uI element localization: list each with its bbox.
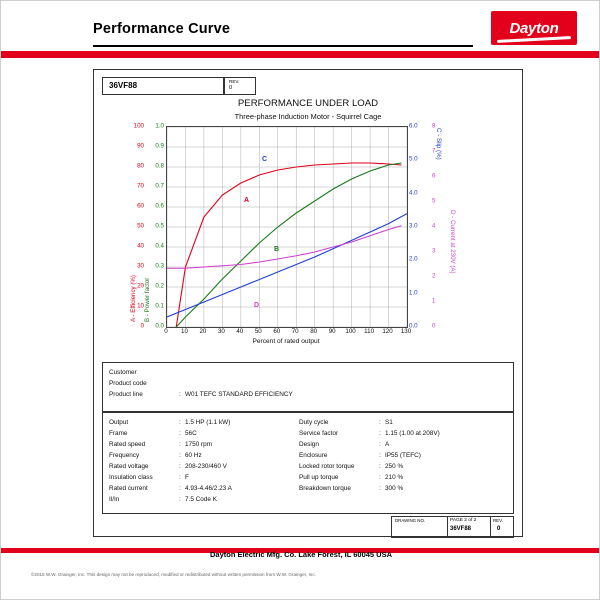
spec-value: W01 TEFC STANDARD EFFICIENCY xyxy=(185,391,293,398)
spec-value: F xyxy=(185,474,189,481)
spec-label: Duty cycle xyxy=(299,419,329,426)
x-tick-label: 130 xyxy=(400,328,412,335)
spec-value: 208-230/460 V xyxy=(185,463,227,470)
current-tick-label: 0 xyxy=(432,322,436,330)
spec-label: Rated voltage xyxy=(109,463,149,470)
revision-box xyxy=(224,77,256,95)
efficiency-tick-label: 80 xyxy=(137,162,144,170)
x-tick-label: 100 xyxy=(345,328,356,335)
spec-value: 4.93-4.46/2.23 A xyxy=(185,485,232,492)
plot-svg xyxy=(167,127,407,327)
plot-area xyxy=(166,126,406,326)
curve-power_factor xyxy=(176,163,401,327)
page-indicator: PAGE 2 of 2 xyxy=(450,518,477,523)
spec-label: Enclosure xyxy=(299,452,328,459)
footer-company: Dayton Electric Mfg. Co. Lake Forest, IL 60045 USA xyxy=(210,550,392,559)
spec-label: Rated speed xyxy=(109,441,146,448)
spec-label: Rated current xyxy=(109,485,148,492)
chart-title: PERFORMANCE UNDER LOAD xyxy=(237,98,379,109)
model-number: 36VF88 xyxy=(109,81,138,90)
power_factor-tick-label: 0.6 xyxy=(155,202,164,210)
spec-value: 60 Hz xyxy=(185,452,202,459)
spec-separator: : xyxy=(179,441,181,448)
spec-separator: : xyxy=(379,485,381,492)
spec-label: Product line xyxy=(109,391,143,398)
spec-separator: : xyxy=(179,474,181,481)
current-tick-label: 1 xyxy=(432,297,436,305)
efficiency-tick-label: 10 xyxy=(137,302,144,310)
dayton-logo xyxy=(491,11,577,45)
chart-subtitle: Three-phase Induction Motor - Squirrel Cage xyxy=(234,112,382,121)
drawing-no-label: DRAWING NO. xyxy=(395,518,426,523)
spec-value: S1 xyxy=(385,419,393,426)
slip-tick-label: 5.0 xyxy=(409,155,418,163)
spec-value: 1750 rpm xyxy=(185,441,212,448)
x-tick-label: 40 xyxy=(236,328,244,335)
spec-value: 250 % xyxy=(385,463,404,470)
current-tick-label: 8 xyxy=(432,122,436,130)
power_factor-tick-label: 0.0 xyxy=(155,322,164,330)
slip-tick-label: 0.0 xyxy=(409,322,418,330)
spec-separator: : xyxy=(379,441,381,448)
current-tick-label: 7 xyxy=(432,147,436,155)
current-tick-label: 6 xyxy=(432,172,436,180)
drawing-frame xyxy=(93,69,523,537)
power_factor-tick-label: 0.8 xyxy=(155,162,164,170)
spec-separator: : xyxy=(179,463,181,470)
power_factor-tick-label: 0.1 xyxy=(155,302,164,310)
efficiency-tick-label: 70 xyxy=(137,182,144,190)
drawing-number: 36VF88 xyxy=(450,526,472,532)
drawing-block xyxy=(391,516,514,538)
spec-label: Frequency xyxy=(109,452,140,459)
efficiency-tick-label: 30 xyxy=(137,262,144,270)
spec-separator: : xyxy=(379,419,381,426)
x-tick-label: 10 xyxy=(181,328,188,335)
x-tick-label: 80 xyxy=(310,328,318,335)
spec-separator: : xyxy=(179,391,181,398)
x-tick-label: 70 xyxy=(291,328,299,335)
x-tick-label: 110 xyxy=(364,328,375,335)
efficiency-tick-label: 0 xyxy=(140,322,144,330)
drawing-divider-2 xyxy=(490,517,491,537)
efficiency-tick-label: 100 xyxy=(133,122,144,130)
x-tick-label: 0 xyxy=(164,328,168,335)
spec-separator: : xyxy=(179,419,181,426)
current-tick-label: 4 xyxy=(432,222,436,230)
slip-tick-label: 3.0 xyxy=(409,222,418,230)
power_factor-tick-label: 0.5 xyxy=(155,222,164,230)
logo-text: Dayton xyxy=(509,19,559,37)
curve-efficiency xyxy=(176,163,401,327)
spec-label: Product code xyxy=(109,380,147,387)
spec-value: 1.15 (1.00 at 208V) xyxy=(385,430,440,437)
axis-title-powerfactor: B - Power factor xyxy=(144,277,151,322)
spec-label: Pull up torque xyxy=(299,474,339,481)
drawing-rev-label: REV. xyxy=(493,518,503,523)
spec-separator: : xyxy=(379,463,381,470)
title-underline xyxy=(93,45,473,47)
power_factor-tick-label: 0.3 xyxy=(155,262,164,270)
power_factor-tick-label: 0.7 xyxy=(155,182,164,190)
spec-label: Customer xyxy=(109,369,137,376)
axis-title-slip: C - Slip (%) xyxy=(435,128,442,160)
efficiency-tick-label: 20 xyxy=(137,282,144,290)
model-box xyxy=(102,77,224,95)
current-tick-label: 2 xyxy=(432,272,436,280)
curve-label-b: B xyxy=(274,246,280,253)
spec-label: Il/In xyxy=(109,496,120,503)
curve-slip xyxy=(167,214,407,317)
curve-label-c: C xyxy=(262,156,268,163)
x-tick-label: 20 xyxy=(199,328,207,335)
slip-tick-label: 4.0 xyxy=(409,189,418,197)
current-tick-label: 5 xyxy=(432,197,436,205)
spec-label: Design xyxy=(299,441,319,448)
revision-value: 0 xyxy=(229,85,233,91)
axis-title-efficiency: A - Efficiency (%) xyxy=(130,275,137,322)
drawing-divider-1 xyxy=(447,517,448,537)
plot-canvas xyxy=(166,126,408,328)
spec-separator: : xyxy=(379,430,381,437)
spec-value: 1.5 HP (1.1 kW) xyxy=(185,419,231,426)
power_factor-tick-label: 0.9 xyxy=(155,142,164,150)
power_factor-tick-label: 0.4 xyxy=(155,242,164,250)
efficiency-tick-label: 60 xyxy=(137,202,144,210)
spec-label: Insulation class xyxy=(109,474,153,481)
spec-value: A xyxy=(385,441,390,448)
revision-label: REV. xyxy=(229,79,240,84)
x-tick-label: 60 xyxy=(273,328,281,335)
efficiency-tick-label: 90 xyxy=(137,142,144,150)
spec-separator: : xyxy=(179,496,181,503)
x-tick-label: 120 xyxy=(382,328,393,335)
spec-separator: : xyxy=(179,485,181,492)
page-title: Performance Curve xyxy=(93,21,231,37)
curve-label-d: D xyxy=(254,302,260,309)
slip-tick-label: 2.0 xyxy=(409,255,418,263)
x-tick-label: 90 xyxy=(328,328,336,335)
x-axis-label: Percent of rated output xyxy=(252,338,320,345)
efficiency-tick-label: 40 xyxy=(137,242,144,250)
power_factor-tick-label: 1.0 xyxy=(155,122,164,130)
spec-label: Locked rotor torque xyxy=(299,463,355,470)
spec-value: IP55 (TEFC) xyxy=(385,452,421,459)
spec-label: Service factor xyxy=(299,430,339,437)
spec-separator: : xyxy=(379,474,381,481)
spec-label: Output xyxy=(109,419,129,426)
slip-tick-label: 6.0 xyxy=(409,122,418,130)
power_factor-tick-label: 0.2 xyxy=(155,282,164,290)
efficiency-tick-label: 50 xyxy=(137,222,144,230)
spec-value: 210 % xyxy=(385,474,404,481)
footer-fineprint: ©2015 W.W. Grainger, Inc. This design may not be reproduced, modified or redistributed without written permission from W.W. Grainger, Inc. xyxy=(31,572,316,577)
spec-separator: : xyxy=(379,452,381,459)
spec-value: 7.5 Code K xyxy=(185,496,217,503)
slip-tick-label: 1.0 xyxy=(409,289,418,297)
current-tick-label: 3 xyxy=(432,247,436,255)
spec-value: 56C xyxy=(185,430,197,437)
x-tick-label: 50 xyxy=(254,328,262,335)
spec-label: Breakdown torque xyxy=(299,485,351,492)
axis-title-current: D - Current at 230V (A) xyxy=(449,210,456,274)
spec-separator: : xyxy=(179,430,181,437)
x-tick-label: 30 xyxy=(217,328,225,335)
spec-separator: : xyxy=(179,452,181,459)
curve-label-a: A xyxy=(244,197,250,204)
specification-block xyxy=(102,412,514,514)
spec-label: Frame xyxy=(109,430,128,437)
drawing-rev-value: 0 xyxy=(497,526,501,532)
customer-block xyxy=(102,362,514,412)
spec-value: 300 % xyxy=(385,485,404,492)
header-red-bar xyxy=(1,51,600,58)
